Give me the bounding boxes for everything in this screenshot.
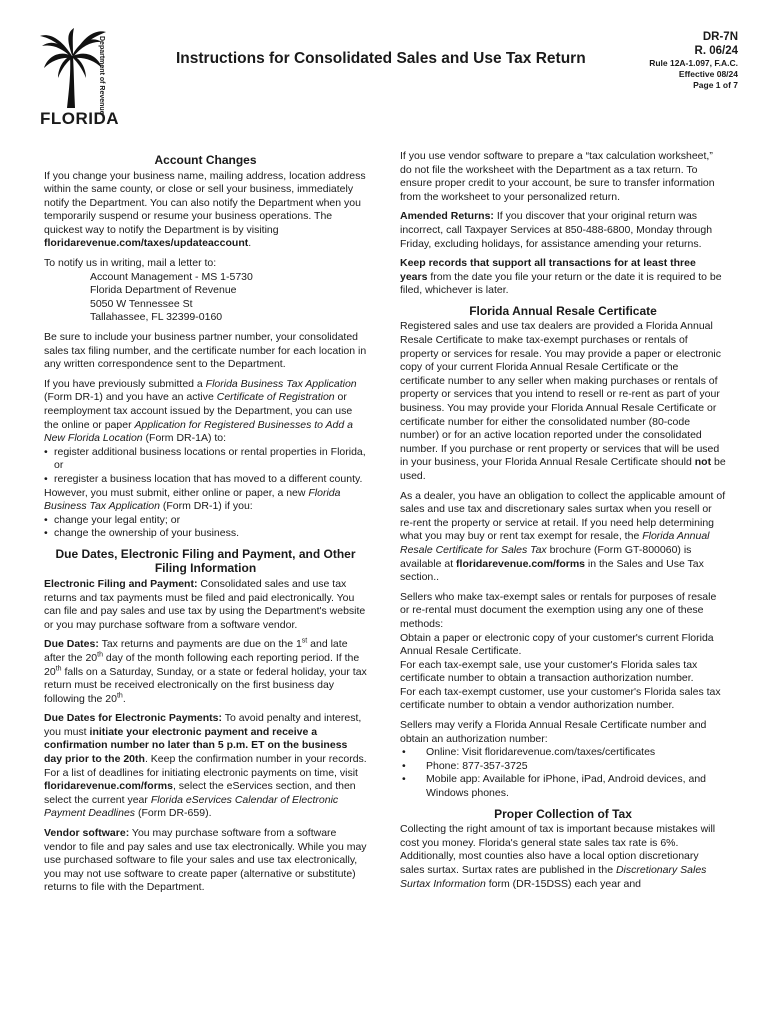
worksheet-paragraph: If you use vendor software to prepare a “tax calculation worksheet,” do not file the worksheet with the Department as a tax return. To ensure proper credit to your account, be sure to transfer information from the worksheet to your personalized return. [400, 150, 715, 203]
previous-application-paragraph: If you have previously submitted a Florida Business Tax Application (Form DR-1) and you have an active Certificate of Registration or reemployment tax account issued by the Department, you can use the online or paper Application for Registered Businesses to Add a New Florida Location (Form DR-1A) to: [44, 377, 357, 445]
resale-certificate-paragraph: Registered sales and use tax dealers are provided a Florida Annual Resale Certificate to make tax-exempt purchases or rentals of property or services for resale. You may provide a paper or electronic copy of your current Florida Annual Resale Certificate or the certificate number to any seller when making purchases or rentals of property or services that you intend to resell or re-rent as part of your business. You may provide your Florida Annual Resale Certificate or certificate number for either the consolidated number (80-code number) or for an active location reported under the consolidated number. If you purchase or rent property or services that will be used in your business, your Florida Annual Resale Certificate should not be used. [400, 320, 726, 482]
however-paragraph: However, you must submit, either online or paper, a new Florida Business Tax Application (Form DR-1) if you: [44, 486, 341, 513]
due-dates-paragraph: Due Dates: Tax returns and payments are due on the 1st and late after the 20th day of the month following each reporting period. If the 20th falls on a Saturday, Sunday, or a state or federal holiday, your tax return must be received electronically on the first business day following the 20th. [44, 637, 367, 705]
account-changes-paragraph: If you change your business name, mailing address, location address within the same county, or close or sell your business, immediately notify the Department. You can also notify the Department when you temporarily suspend or resume your business operations. The quickest way to notify the Department is by visiting floridarevenue.com/taxes/updateaccount. [44, 169, 366, 250]
add-location-list [44, 446, 367, 487]
electronic-filing-paragraph: Electronic Filing and Payment: Consolidated sales and use tax returns and tax payments must be filed and paid electronically. You can file and pay sales and use tax by using the Department's website or you may purchase software from a software vendor. [44, 577, 366, 631]
list-item: • Phone: 877-357-3725 [400, 760, 726, 774]
form-revision: R. 06/24 [694, 45, 738, 57]
page-number: Page 1 of 7 [693, 80, 738, 90]
proper-collection-heading: Proper Collection of Tax [494, 806, 632, 821]
vendor-software-paragraph: Vendor software: You may purchase software from a software vendor to file and pay sales and use tax electronically. While you may use purchased software to file your sales and use tax electronically, you may not use software to create paper (alternative or substitute) returns to file with the Department. [44, 827, 367, 894]
list-item: • Online: Visit floridarevenue.com/taxes/certificates [400, 746, 726, 760]
sellers-methods-intro: Sellers who make tax-exempt sales or rentals for purposes of resale or re-rental must document the exemption using any one of these methods: [400, 590, 717, 630]
amended-returns-paragraph: Amended Returns: If you discover that your original return was incorrect, call Taxpayer Services at 850-488-6800, Monday through Friday, excluding holidays, for assistance amending your returns. [400, 210, 713, 250]
form-meta [649, 30, 738, 91]
method-item: Obtain a paper or electronic copy of your customer's current Florida Annual Resale Certificate. [400, 631, 714, 658]
list-item: • reregister a business location that has moved to a different county. [44, 473, 367, 487]
keep-records-paragraph: Keep records that support all transactions for at least three years from the date you file your return or the date it is required to be filed, whichever is later. [400, 257, 722, 297]
account-changes-heading: Account Changes [154, 153, 257, 167]
address-line: Account Management - MS 1-5730 [90, 270, 253, 283]
verify-methods-list [400, 746, 726, 800]
right-column [400, 150, 726, 897]
mailing-address [44, 271, 367, 325]
list-item: • change the ownership of your business. [44, 527, 367, 541]
page-title: Instructions for Consolidated Sales and Use Tax Return [176, 50, 586, 67]
method-item: For each tax-exempt customer, use your customer's Florida sales tax certificate number to obtain a vendor authorization number. [400, 685, 721, 712]
form-id: DR-7N [702, 31, 738, 43]
address-line: Florida Department of Revenue [90, 284, 237, 297]
logo-department-label: Department of Revenue [98, 36, 105, 115]
form-effective: Effective 08/24 [678, 69, 738, 79]
form-rule: Rule 12A-1.097, F.A.C. [649, 58, 738, 68]
address-line: 5050 W Tennessee St [90, 297, 193, 310]
list-item: • Mobile app: Available for iPhone, iPad, Android devices, and Windows phones. [400, 773, 726, 800]
method-item: For each tax-exempt sale, use your customer's Florida sales tax certificate number to obtain a transaction authorization number. [400, 658, 698, 685]
resale-certificate-heading: Florida Annual Resale Certificate [469, 303, 657, 318]
address-line: Tallahassee, FL 32399-0160 [90, 311, 223, 324]
logo-wordmark: FLORIDA [40, 109, 120, 128]
page-header [0, 0, 770, 140]
list-item: • change your legal entity; or [44, 514, 367, 528]
proper-collection-paragraph: Collecting the right amount of tax is important because mistakes will cost you money. Florida's general state sales tax rate is 6%. Additionally, most counties also have a local option discretionary sales surtax. Surtax rates are published in the Discretionary Sales Surtax Information form (DR-15DSS) each year and [400, 823, 716, 890]
verify-paragraph: Sellers may verify a Florida Annual Resale Certificate number and obtain an authorization number: [400, 719, 707, 745]
forms-link[interactable]: floridarevenue.com/forms [456, 557, 585, 570]
dealer-obligation-paragraph: As a dealer, you have an obligation to collect the applicable amount of sales and use tax and discretionary sales surtax when you resell or re-rent the property or service at retail. If you need help determining what you may buy or rent tax exempt for resale, the Florida Annual Resale Certificate for Sales Tax brochure (Form GT-800060) is available at floridarevenue.com/forms in the Sales and Use Tax section.. [400, 489, 726, 584]
forms-link[interactable]: floridarevenue.com/forms [44, 780, 173, 793]
list-item: • register additional business locations or rental properties in Florida, or [44, 446, 367, 473]
electronic-payments-paragraph: Due Dates for Electronic Payments: To avoid penalty and interest, you must initiate your electronic payment and receive a confirmation number no later than 5 p.m. ET on the business day prior to the 20th. Keep the confirmation number in your records. For a list of deadlines for initiating electronic payments on time, visit floridarevenue.com/forms, select the eServices section, and then select the current year Florida eServices Calendar of Electronic Payment Deadlines (Form DR-659). [44, 712, 367, 820]
new-application-list [44, 514, 367, 541]
update-account-link[interactable]: floridarevenue.com/taxes/updateaccount [44, 237, 249, 250]
left-column [44, 150, 367, 901]
florida-dor-logo [40, 28, 120, 132]
include-info-paragraph: Be sure to include your business partner number, your consolidated sales tax filing number, and the certificate number for each location in any written correspondence sent to the Department. [44, 331, 367, 371]
due-dates-heading: Due Dates, Electronic Filing and Payment, and Other Filing Information [55, 546, 356, 576]
mail-intro: To notify us in writing, mail a letter to: [44, 257, 217, 270]
